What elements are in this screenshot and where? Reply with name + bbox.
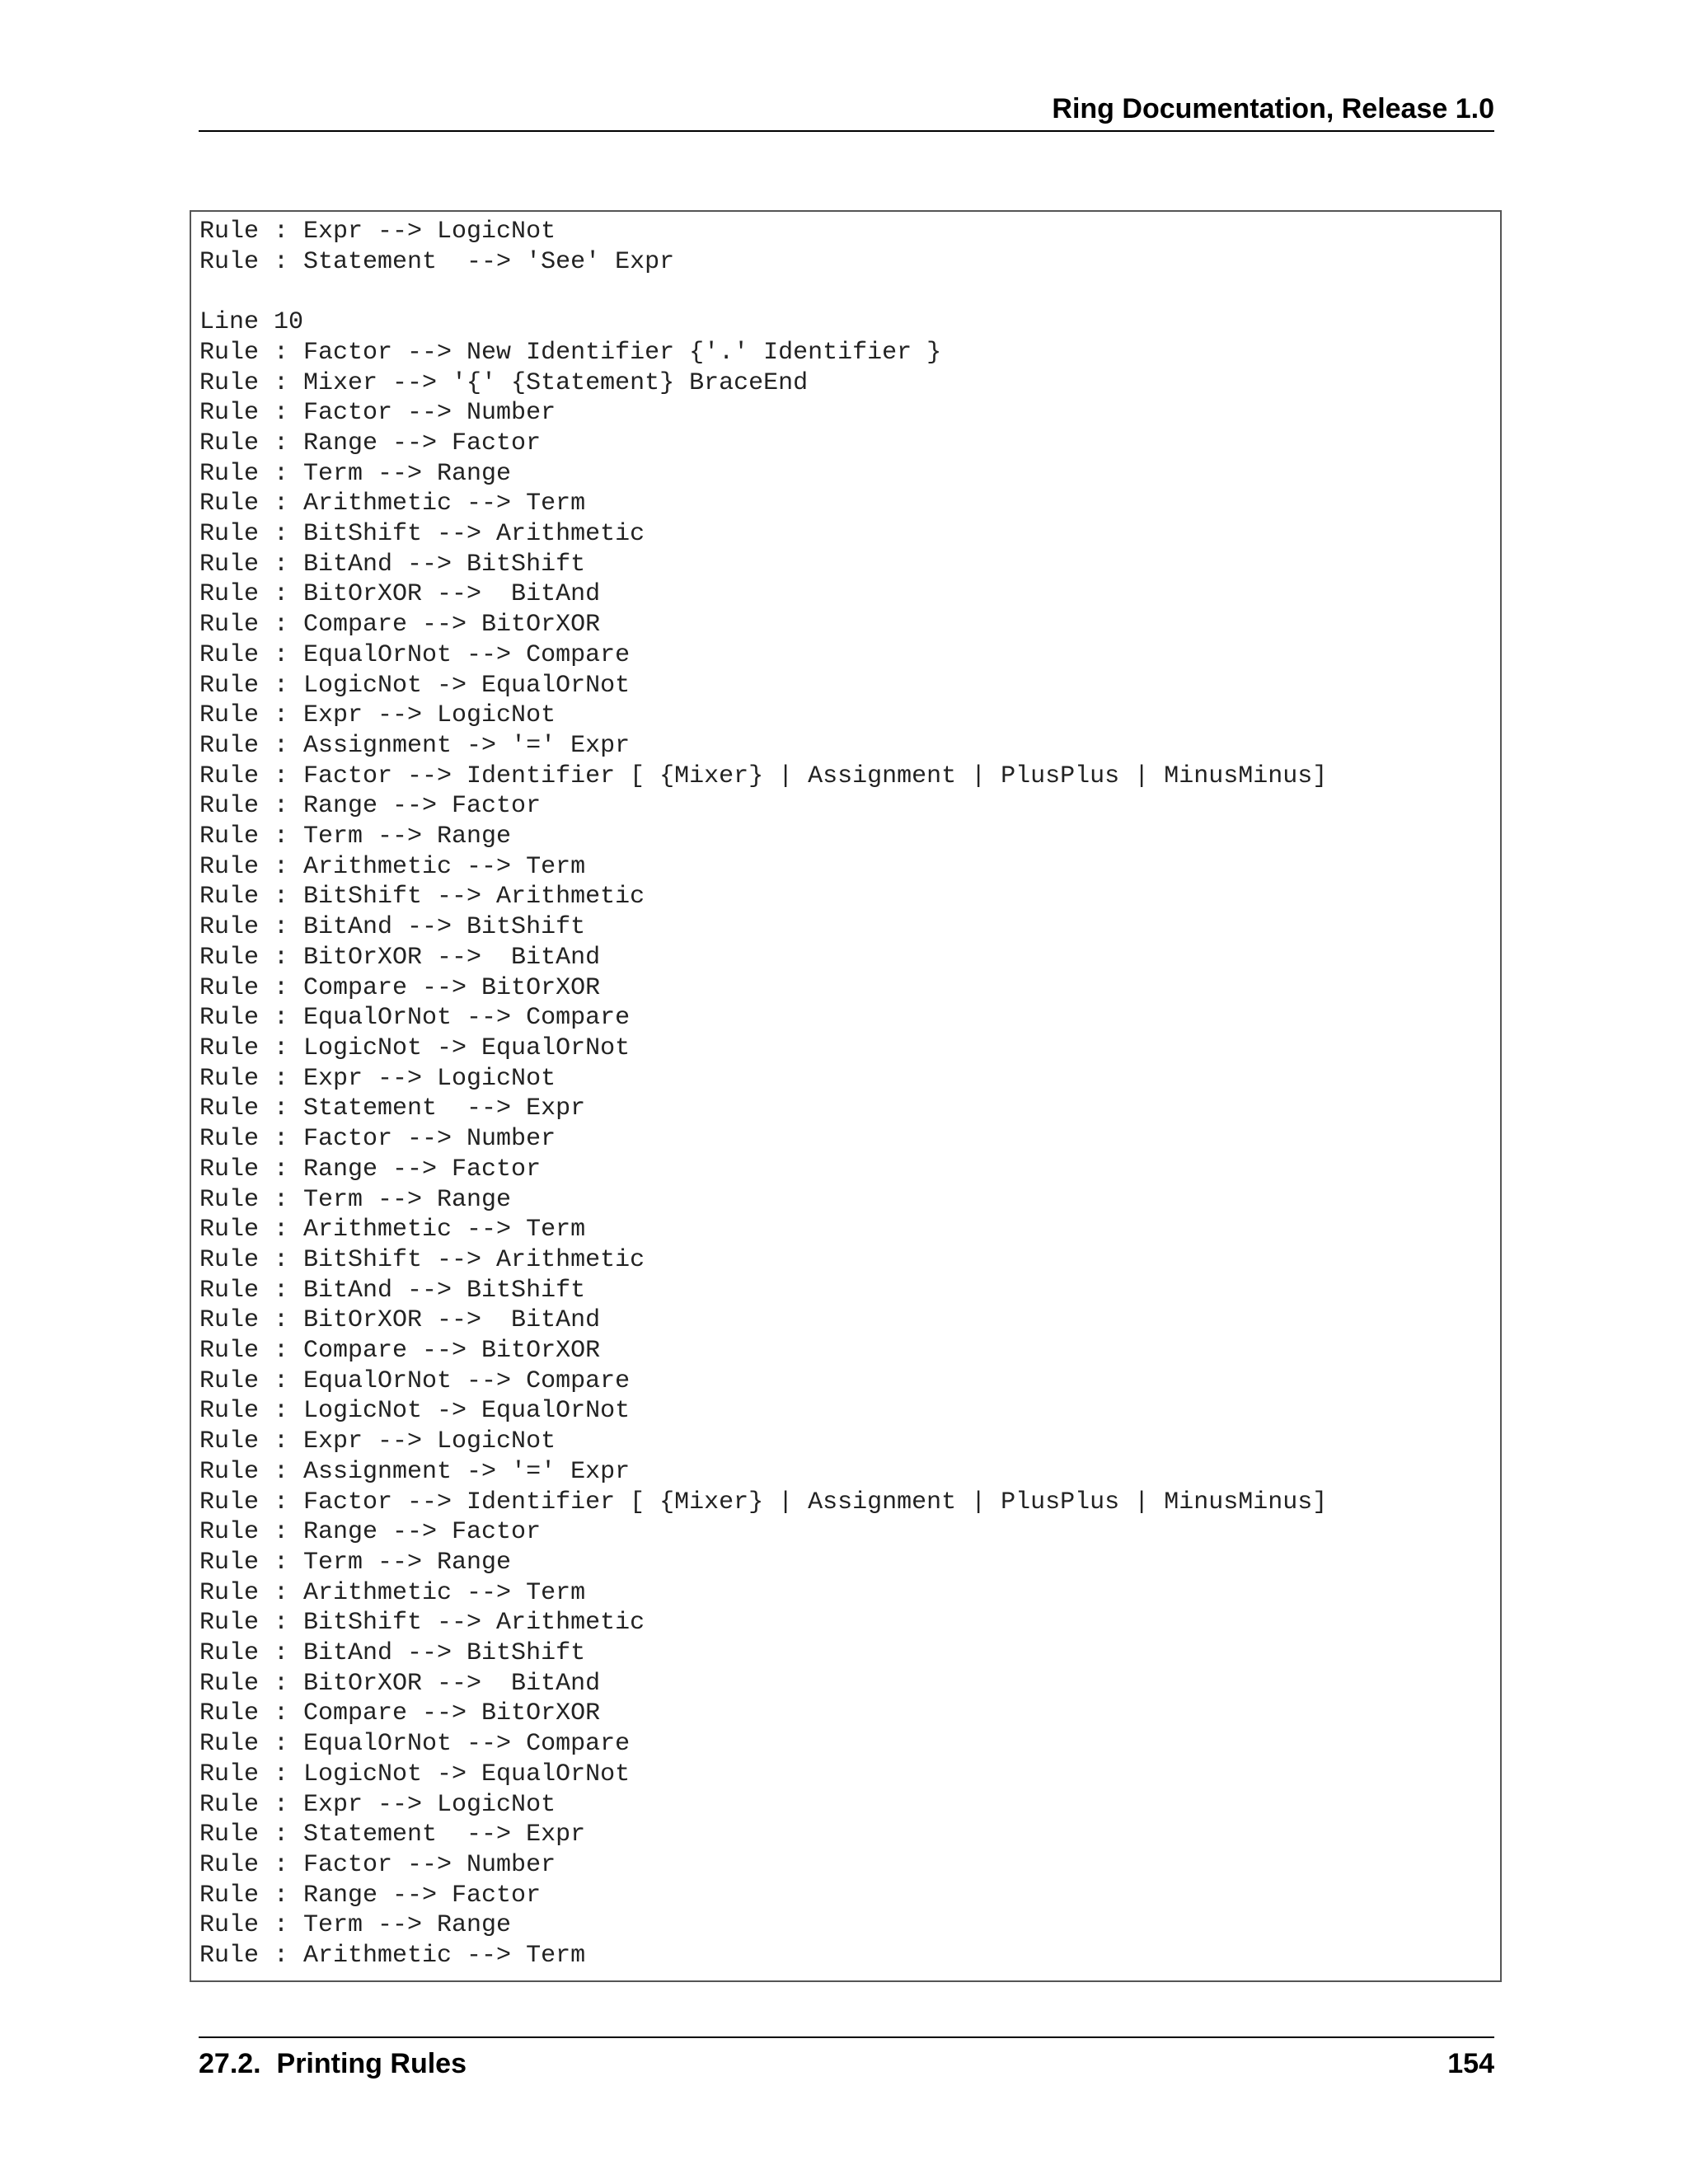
page-number: 154: [1447, 2048, 1494, 2079]
code-listing: Rule : Expr --> LogicNot Rule : Statement --> 'See' Expr Line 10 Rule : Factor --> New Identifier {'.' Identifier } Rule : Mixer --> '{' {Statement} BraceEnd Rule : Factor --> Number Rule : Range --> Factor Rule : Term --> Range Rule : Arithmetic --> Term Rule : BitShift --> Arithmetic Rule : BitAnd --> BitShift Rule : BitOrXOR --> BitAnd Rule : Compare --> BitOrXOR Rule : EqualOrNot --> Compare Rule : LogicNot -> EqualOrNot Rule : Expr --> LogicNot Rule : Assignment -> '=' Expr Rule : Factor --> Identifier [ {Mixer} | Assignment | PlusPlus | MinusMinus] Rule : Range --> Factor Rule : Term --> Range Rule : Arithmetic --> Term Rule : BitShift --> Arithmetic Rule : BitAnd --> BitShift Rule : BitOrXOR --> BitAnd Rule : Compare --> BitOrXOR Rule : EqualOrNot --> Compare Rule : LogicNot -> EqualOrNot Rule : Expr --> LogicNot Rule : Statement --> Expr Rule : Factor --> Number Rule : Range --> Factor Rule : Term --> Range Rule : Arithmetic --> Term Rule : BitShift --> Arithmetic Rule : BitAnd --> BitShift Rule : BitOrXOR --> BitAnd Rule : Compare --> BitOrXOR Rule : EqualOrNot --> Compare Rule : LogicNot -> EqualOrNot Rule : Expr --> LogicNot Rule : Assignment -> '=' Expr Rule : Factor --> Identifier [ {Mixer} | Assignment | PlusPlus | MinusMinus] Rule : Range --> Factor Rule : Term --> Range Rule : Arithmetic --> Term Rule : BitShift --> Arithmetic Rule : BitAnd --> BitShift Rule : BitOrXOR --> BitAnd Rule : Compare --> BitOrXOR Rule : EqualOrNot --> Compare Rule : LogicNot -> EqualOrNot Rule : Expr --> LogicNot Rule : Statement --> Expr Rule : Factor --> Number Rule : Range --> Factor Rule : Term --> Range Rule : Arithmetic --> Term: [199, 218, 1328, 1971]
page-header: [199, 89, 1494, 132]
page-footer: [199, 2036, 1494, 2088]
document-title: Ring Documentation, Release 1.0: [1052, 93, 1494, 124]
section-title: 27.2. Printing Rules: [199, 2048, 467, 2079]
code-block: [190, 210, 1502, 1982]
